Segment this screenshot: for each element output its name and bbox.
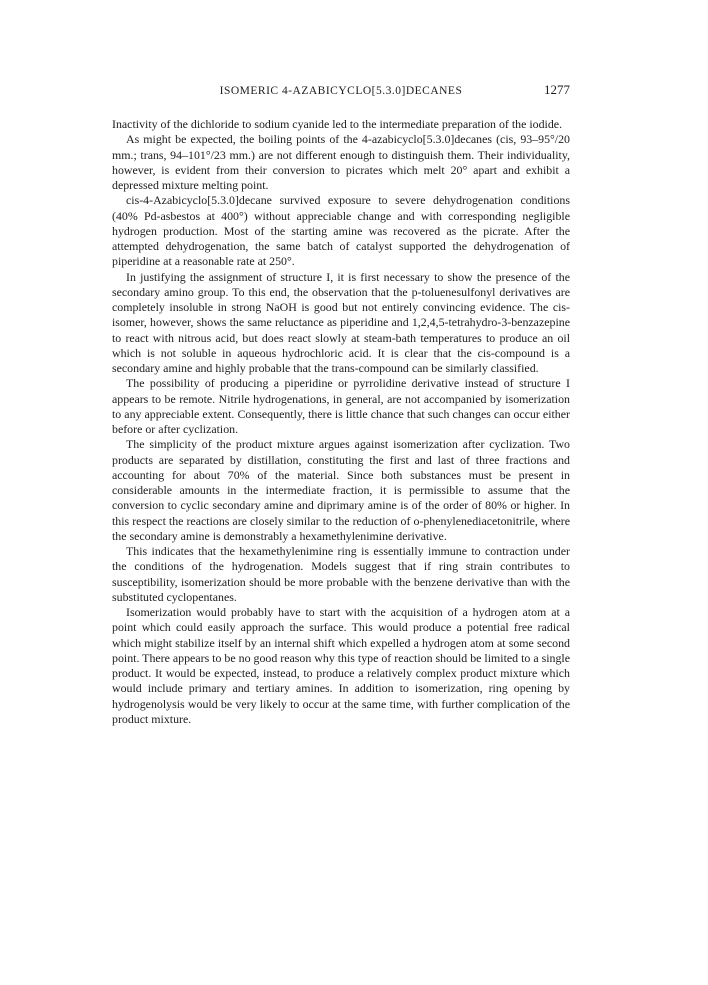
article-body [112,117,570,727]
page-header [112,82,570,102]
paragraph: The possibility of producing a piperidine or pyrrolidine derivative instead of structure I appears to be remote. Nitrile hydrogenations, in general, are not accompanied by isomerization to any appreciable extent. Consequently, there is little chance that such changes can occur either before or after cyclization. [112,376,570,436]
paragraph: The simplicity of the product mixture argues against isomerization after cyclization. Two products are separated by distillation, constituting the first and last of three fractions and accounting for about 70% of the material. Since both substances must be present in considerable amounts in the intermediate fraction, it is permissible to assume that the conversion to cyclic secondary amine and diprimary amine is of the order of 80% or higher. In this respect the reactions are closely similar to the reduction of o-phenylenediacetonitrile, where the secondary amine is demonstrably a hexamethylenimine derivative. [112,437,570,543]
paragraph: Isomerization would probably have to start with the acquisition of a hydrogen atom at a point which could easily approach the surface. This would produce a potential free radical which might stabilize itself by an internal shift which expelled a hydrogen atom at some second point. There appears to be no good reason why this type of reaction should be limited to a single product. It would be expected, instead, to produce a relatively complex product mixture which would include primary and tertiary amines. In addition to isomerization, ring opening by hydrogenolysis would be very likely to occur at the same time, with further complication of the product mixture. [112,605,570,726]
page-number: 1277 [544,82,570,97]
running-head: ISOMERIC 4-AZABICYCLO[5.3.0]DECANES [219,85,463,97]
paragraph: This indicates that the hexamethylenimine ring is essentially immune to contraction under the conditions of the hydrogenation. Models suggest that if ring strain contributes to susceptibility, isomerization should be more probable with the benzene derivative than with the substituted cyclopentanes. [112,544,570,604]
paragraph: Inactivity of the dichloride to sodium cyanide led to the intermediate preparation of the iodide. [112,117,563,131]
paragraph: In justifying the assignment of structure I, it is first necessary to show the presence of the secondary amino group. To this end, the observation that the p-toluenesulfonyl derivatives are completely insoluble in strong NaOH is good but not entirely convincing evidence. The cis-isomer, however, shows the same reluctance as piperidine and 1,2,4,5-tetrahydro-3-benzazepine to react with nitrous acid, but does react slowly at steam-bath temperatures to produce an oil which is not soluble in aqueous hydrochloric acid. It is clear that the cis-compound is a secondary amine and highly probable that the trans-compound can be similarly classified. [112,269,570,375]
paragraph: As might be expected, the boiling points of the 4-azabicyclo[5.3.0]decanes (cis, 93–95°/20 mm.; trans, 94–101°/23 mm.) are not different enough to distinguish them. Their individuality, however, is evident from their conversion to picrates which melt 20° apart and exhibit a depressed mixture melting point. [112,132,570,192]
paragraph: cis-4-Azabicyclo[5.3.0]decane survived exposure to severe dehydrogenation conditions (40% Pd-asbestos at 400°) without appreciable change and with corresponding negligible hydrogen production. Most of the starting amine was recovered as the picrate. After the attempted dehydrogenation, the same batch of catalyst supported the dehydrogenation of piperidine at a reasonable rate at 250°. [112,193,570,269]
